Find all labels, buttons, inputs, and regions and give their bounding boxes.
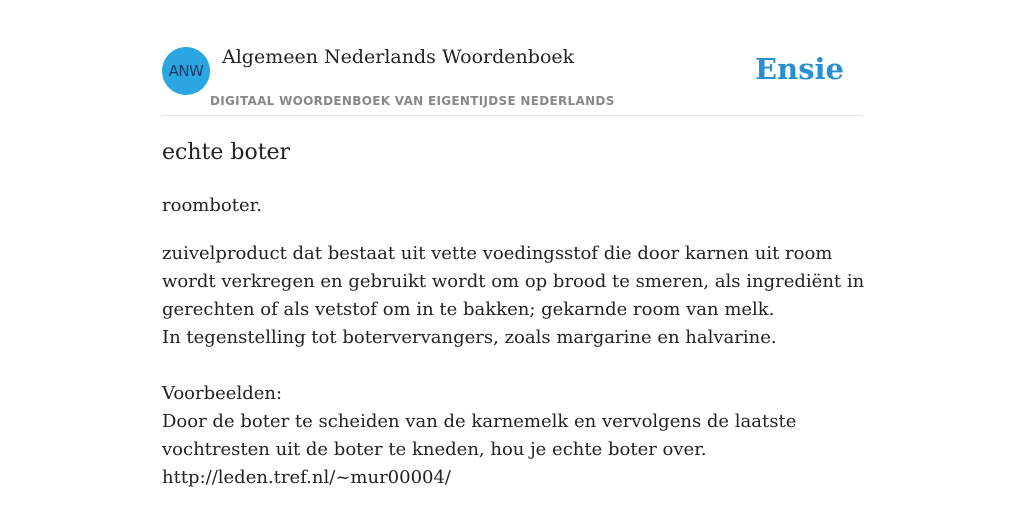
- site-title[interactable]: Algemeen Nederlands Woordenboek: [222, 46, 575, 68]
- source-link: http://leden.tref.nl/~mur00004/: [162, 467, 451, 488]
- definition-block: [162, 240, 867, 492]
- headword: echte boter: [162, 140, 291, 165]
- anw-logo[interactable]: ANW: [162, 47, 210, 95]
- example-text: Door de boter te scheiden van de karnemelk en vervolgens de laatste vochtresten uit de boter te kneden, hou je echte boter over.: [162, 411, 797, 460]
- usage-note: In tegenstelling tot botervervangers, zoals margarine en halvarine.: [162, 327, 777, 348]
- page: [162, 0, 865, 488]
- site-subtitle: DIGITAAL WOORDENBOEK VAN EIGENTIJDSE NEDERLANDS: [210, 94, 615, 108]
- definition-text: zuivelproduct dat bestaat uit vette voedingsstof die door karnen uit room wordt verkregen en gebruikt wordt om op brood te smeren, als ingrediënt in gerechten of als vetstof om in te bakken; gekarnde room van melk.: [162, 243, 865, 320]
- synonym: roomboter.: [162, 195, 262, 216]
- spacer: [162, 352, 867, 380]
- ensie-brand-logo[interactable]: Ensie: [755, 52, 844, 86]
- examples-label: Voorbeelden:: [162, 383, 283, 404]
- header: [162, 0, 862, 116]
